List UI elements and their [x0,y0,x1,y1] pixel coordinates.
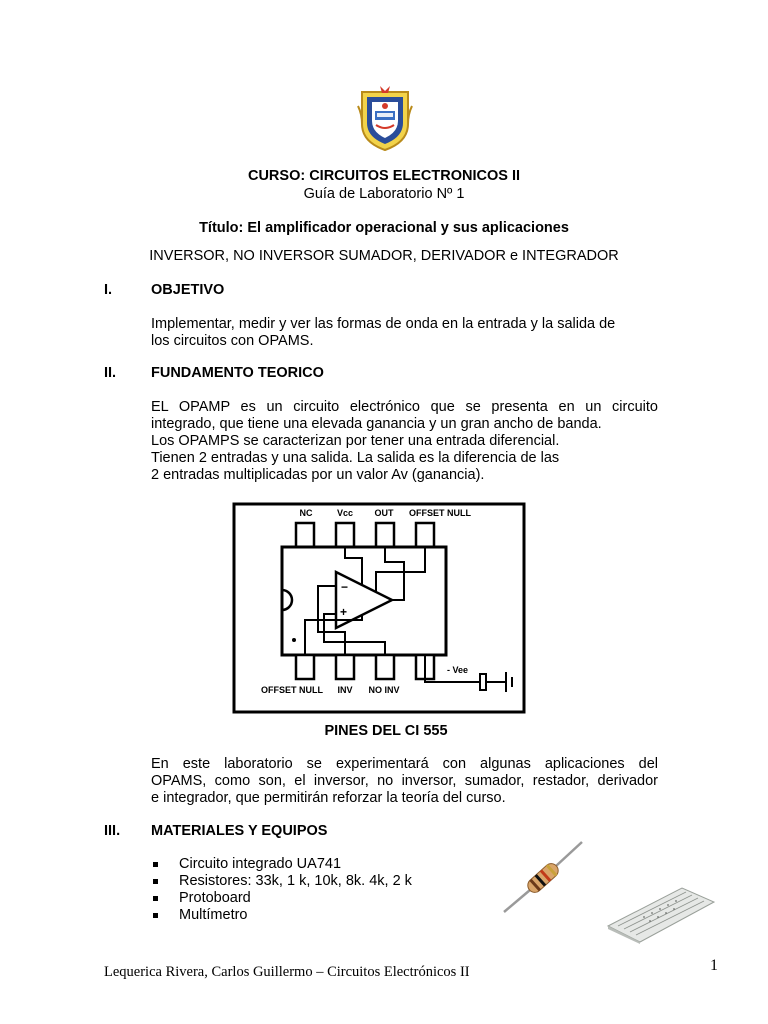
text-line: 2 entradas multiplicadas por un valor Av (ganancia). [151,467,485,483]
section-heading-fundamento: FUNDAMENTO TEORICO [151,365,324,381]
fundamento-paragraph [151,399,658,484]
materials-list [151,856,412,924]
list-item [151,907,412,924]
bullet-icon [153,913,158,918]
pin-label-no-inv: NO INV [368,685,400,695]
opamp-pinout-figure [232,502,528,716]
text-line: e integrador, que permitirán reforzar la teoría del curso. [151,790,506,806]
lab-guide-number: Guía de Laboratorio Nº 1 [303,186,465,202]
text-line: integrado, que tiene una elevada ganancia y un gran ancho de banda. [151,416,602,432]
figure-caption-text: PINES DEL CI 555 [324,723,448,739]
section-heading-objetivo: OBJETIVO [151,282,225,298]
objetivo-paragraph [151,316,658,350]
text-line: Los OPAMPS se caracterizan por tener una entrada diferencial. [151,433,560,449]
footer-author: Lequerica Rivera, Carlos Guillermo – Circuitos Electrónicos II [104,964,470,980]
page-number: 1 [710,957,718,974]
bullet-icon [153,879,158,884]
lab-title: Título: El amplificador operacional y sus aplicaciones [199,220,569,236]
pin-label-vcc: Vcc [336,508,354,518]
section-heading-materiales: MATERIALES Y EQUIPOS [151,823,328,839]
list-item [151,856,412,873]
vee-label: - Vee [447,665,469,675]
list-item [151,873,412,890]
noninverting-input-sign: + [340,605,348,619]
list-item-text: Multímetro [179,907,248,923]
text-line: Tienen 2 entradas y una salida. La salida es la diferencia de las [151,450,560,466]
pin-label-offset-null-bottom: OFFSET NULL [261,685,323,695]
fundamento-after-paragraph [151,756,658,807]
bullet-icon [153,896,158,901]
pin-label-offset-null-top: OFFSET NULL [409,508,471,518]
pin-label-out: OUT [374,508,394,518]
list-item-text: Circuito integrado UA741 [179,856,342,872]
protoboard-image [604,884,716,944]
text-line: En este laboratorio se experimentará con algunas aplicaciones del [151,756,658,772]
lab-subtitle: INVERSOR, NO INVERSOR SUMADOR, DERIVADOR e INTEGRADOR [149,248,619,264]
text-line: EL OPAMP es un circuito electrónico que se presenta en un circuito [151,399,658,415]
list-item-text: Resistores: 33k, 1 k, 10k, 8k. 4k, 2 k [179,873,412,889]
figure-caption [0,723,768,740]
university-crest-logo [356,84,414,152]
list-item [151,890,412,907]
pin-label-nc: NC [299,508,313,518]
course-title: CURSO: CIRCUITOS ELECTRONICOS II [247,168,521,184]
text-line: OPAMS, como son, el inversor, no inversor, sumador, restador, derivador [151,773,658,789]
resistor-image [500,838,586,916]
section-numeral-fundamento: II. [104,365,117,381]
inverting-input-sign: − [341,580,349,594]
section-numeral-materiales: III. [104,823,121,839]
pin-label-inv: INV [337,685,353,695]
section-numeral-objetivo: I. [104,282,113,298]
text-line: los circuitos con OPAMS. [151,333,314,349]
text-line: Implementar, medir y ver las formas de onda en la entrada y la salida de [151,316,616,332]
list-item-text: Protoboard [179,890,251,906]
bullet-icon [153,862,158,867]
